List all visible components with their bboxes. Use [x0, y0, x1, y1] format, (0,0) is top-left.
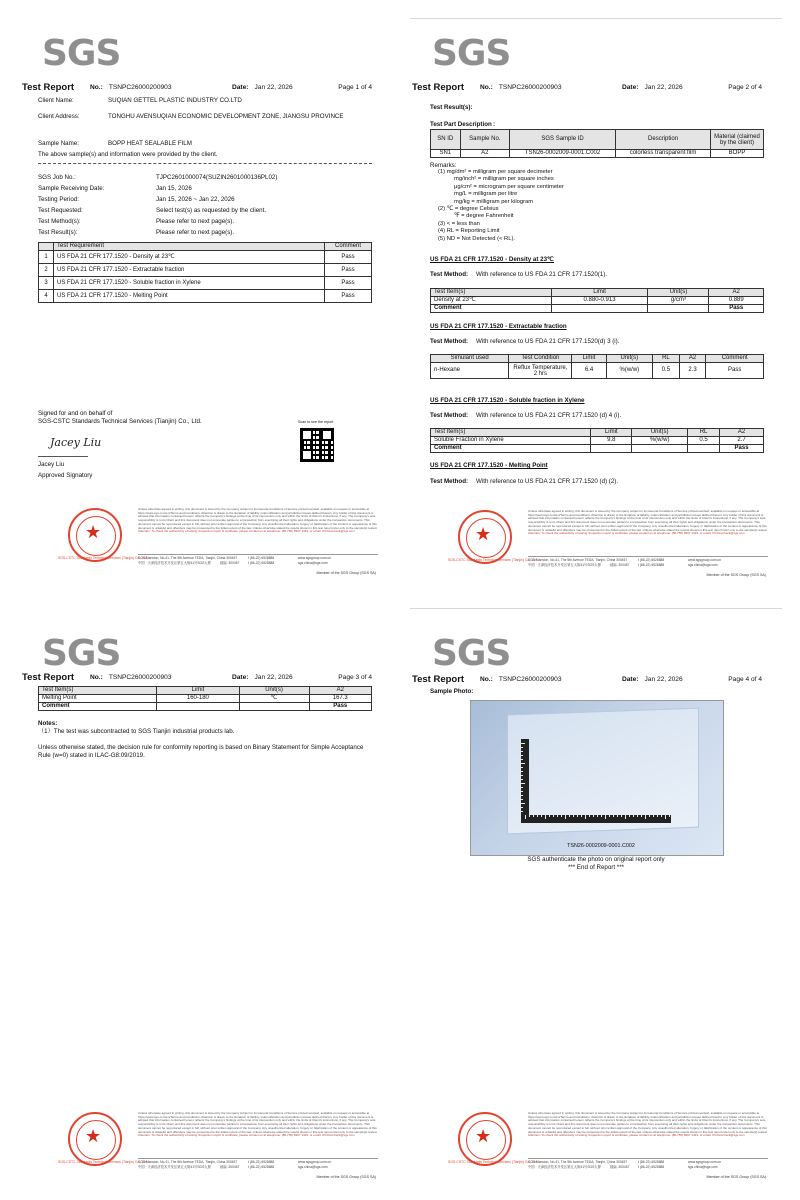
- ruler-tick: [521, 795, 523, 796]
- field-row: Test Requested: Select test(s) as requested by the client.: [38, 207, 267, 214]
- table-row: Comment Pass: [39, 703, 372, 711]
- ruler-tick: [545, 815, 546, 819]
- ruler-tick: [553, 815, 554, 817]
- table-row: Soluble Fraction in Xylene 9.8 %(w/w) 0.5 2.7: [431, 437, 764, 445]
- ruler-vertical: [521, 739, 529, 823]
- legal-disclaimer: Unless otherwise agreed in writing, this document is issued by the Company subject to its General Conditions of Service printed overleaf, available on request or accessible at https://www.sgs.com/en/Terms-and-Conditions. Attention is drawn to the limitation of liability, indemnification and jurisdiction issues defined therein. Any holder of this document is advised that information contained hereon reflects the Company's findings at the time of its intervention only and within the limits of Client's instructions, if any. The Company's sole responsibility is to its Client and this document does not exonerate parties to a transaction from exercising all their rights and obligations under the transaction documents. This document cannot be reproduced except in full, without prior written approval of the Company. Any unauthorized alteration, forgery or falsification of the content or appearance of this document is unlawful and offenders may be prosecuted to the fullest extent of the law. Unless otherwise stated the results shown in this test report refer only to the sample(s) tested. Attention: To check the authenticity of testing /inspection report & certificate, please contact us at telephone: (86-755) 8307 1443, or email: CN.Doccheck@sgs.com: [138, 1111, 378, 1138]
- dashed-separator: [38, 163, 372, 164]
- field-row: Sample Receiving Date: Jan 15, 2026: [38, 185, 192, 192]
- signer-name: Jacey Liu: [38, 461, 65, 468]
- ruler-tick: [657, 815, 658, 817]
- seal-caption: SGS-CSTC Standards Technical Services (Tianjin) Co., Ltd.: [58, 556, 148, 560]
- footer-address: SGS Mansion, No.41, The 5th Avenue TEDA, Tianjin, China 300457 t (86-22) 6528888 www.sgsgroup.com.cn 中国 · 天津经济技术开发区第五大街41号SGS大厦 邮编: 300457 t (86-22) 6528888 sgs.china@sgs.com: [528, 1158, 768, 1169]
- table-row: 3 US FDA 21 CFR 177.1520 - Soluble fraction in Xylene Pass: [39, 277, 372, 290]
- ruler-tick: [521, 755, 523, 756]
- table-row: Density at 23℃ 0.880-0.913 g/cm³ 0.889: [431, 297, 764, 305]
- ruler-tick: [593, 815, 594, 817]
- sgs-logo: SGS: [42, 33, 121, 74]
- photo-authentication: SGS authenticate the photo on original report only: [527, 856, 665, 863]
- sample-photo-label: Sample Photo:: [430, 688, 474, 695]
- ruler-tick: [521, 779, 523, 780]
- table-row: n-Hexane Reflux Temperature, 2 hrs 6.4 %(w/w) 0.5 2.3 Pass: [431, 363, 764, 379]
- table-row: 4 US FDA 21 CFR 177.1520 - Melting Point Pass: [39, 290, 372, 303]
- page-number: Page 4 of 4: [728, 676, 762, 683]
- ruler-tick: [585, 815, 586, 819]
- report-page-2: [410, 0, 790, 600]
- report-date: Date: Jan 22, 2026: [232, 674, 293, 681]
- ruler-tick: [521, 791, 523, 792]
- table-row: 2 US FDA 21 CFR 177.1520 - Extractable fraction Pass: [39, 264, 372, 277]
- ruler-tick: [601, 815, 602, 817]
- ruler-tick: [621, 815, 622, 817]
- ruler-tick: [529, 815, 530, 817]
- page-footer: [448, 509, 768, 584]
- table-row: 1 US FDA 21 CFR 177.1520 - Density at 23℃ Pass: [39, 251, 372, 264]
- ruler-tick: [633, 815, 634, 817]
- note-1: （1）The test was subcontracted to SGS Tianjin industrial products lab.: [38, 728, 235, 735]
- report-number: No.: TSNPC26000200903: [90, 84, 172, 91]
- part-description-heading: Test Part Description :: [430, 121, 496, 128]
- ruler-horizontal: [521, 815, 671, 823]
- ruler-tick: [629, 815, 630, 817]
- ruler-tick: [521, 759, 523, 760]
- report-number: No.: TSNPC26000200903: [90, 674, 172, 681]
- ruler-tick: [521, 763, 525, 764]
- density-table: Test Item(s) Limit Unit(s) A2 Density at 23℃ 0.880-0.913 g/cm³ 0.889 Comment Pass: [430, 288, 764, 313]
- sample-photo: [470, 700, 724, 856]
- report-number: No.: TSNPC26000200903: [480, 676, 562, 683]
- table-row: Comment Pass: [431, 445, 764, 453]
- end-of-report: *** End of Report ***: [567, 864, 625, 871]
- ruler-tick: [521, 787, 523, 788]
- legal-disclaimer: Unless otherwise agreed in writing, this document is issued by the Company subject to its General Conditions of Service printed overleaf, available on request or accessible at https://www.sgs.com/en/Terms-and-Conditions. Attention is drawn to the limitation of liability, indemnification and jurisdiction issues defined therein. Any holder of this document is advised that information contained hereon reflects the Company's findings at the time of its intervention only and within the limits of Client's instructions, if any. The Company's sole responsibility is to its Client and this document does not exonerate parties to a transaction from exercising all their rights and obligations under the transaction documents. This document cannot be reproduced except in full, without prior written approval of the Company. Any unauthorized alteration, forgery or falsification of the content or appearance of this document is unlawful and offenders may be prosecuted to the fullest extent of the law. Unless otherwise stated the results shown in this test report refer only to the sample(s) tested. Attention: To check the authenticity of testing /inspection report & certificate, please contact us at telephone: (86-755) 8307 1443, or email: CN.Doccheck@sgs.com: [528, 1111, 768, 1138]
- sgs-seal-icon: ★: [458, 510, 512, 564]
- ruler-tick: [581, 815, 582, 817]
- page-footer: [58, 1111, 378, 1186]
- signer-title: Approved Signatory: [38, 472, 93, 479]
- photo-sample-id: TSN26-0002009-0001.C002: [567, 843, 635, 849]
- qr-code-icon[interactable]: [300, 428, 334, 462]
- section-melting: US FDA 21 CFR 177.1520 - Melting Point: [430, 462, 548, 469]
- client-address-row: Client Address: TONGHU AVENSUQIAN ECONOMIC DEVELOPMENT ZONE, JIANGSU PROVINCE: [38, 113, 344, 120]
- ruler-tick: [525, 815, 526, 819]
- ruler-tick: [521, 771, 523, 772]
- page-number: Page 3 of 4: [338, 674, 372, 681]
- member-statement: Member of the SGS Group (SGS SA): [316, 1175, 376, 1179]
- ruler-tick: [589, 815, 590, 817]
- member-statement: Member of the SGS Group (SGS SA): [706, 1175, 766, 1179]
- ruler-tick: [521, 743, 525, 744]
- sgs-seal-icon: ★: [458, 1112, 512, 1166]
- melting-point-table: Test Item(s) Limit Unit(s) A2 Melting Point 160-180 ℃ 167.3 Comment Pass: [38, 686, 372, 711]
- method-extractable: Test Method: With reference to US FDA 21 CFR 177.1520(d) 3 (i).: [430, 338, 620, 345]
- ruler-tick: [521, 783, 525, 784]
- ruler-tick: [537, 815, 538, 817]
- ruler-tick: [521, 775, 523, 776]
- footer-address: SGS Mansion, No.41, The 5th Avenue TEDA, Tianjin, China 300457 t (86-22) 6528888 www.sgsgroup.com.cn 中国 · 天津经济技术开发区第五大街41号SGS大厦 邮编: 300457 t (86-22) 6528888 sgs.china@sgs.com: [528, 556, 768, 567]
- ruler-tick: [569, 815, 570, 817]
- part-description-table: SN ID Sample No. SGS Sample ID Description Material (claimed by the client) SN1 A2 TSN26-0002009-0001.C002 colorless transparent film BOPP: [430, 129, 764, 158]
- table-row: SN1 A2 TSN26-0002009-0001.C002 colorless transparent film BOPP: [431, 150, 764, 158]
- ruler-tick: [521, 767, 523, 768]
- ruler-tick: [521, 799, 523, 800]
- report-date: Date: Jan 22, 2026: [622, 676, 683, 683]
- ruler-tick: [597, 815, 598, 817]
- sgs-logo: SGS: [432, 33, 511, 74]
- ruler-tick: [521, 811, 523, 812]
- decision-rule: Unless otherwise stated, the decision rule for conformity reporting is based on Binary Statement for Simple Acceptance Rule (w=0) stated in ILAC-G8:09/2019.: [38, 744, 364, 760]
- ruler-tick: [673, 815, 674, 817]
- sgs-seal-icon: ★: [68, 508, 122, 562]
- table-row: Melting Point 160-180 ℃ 167.3: [39, 695, 372, 703]
- method-melting: Test Method: With reference to US FDA 21 CFR 177.1520 (d) (2).: [430, 478, 619, 485]
- extractable-table: Simulant used Test Condition Limit Unit(s) RL A2 Comment n-Hexane Reflux Temperature, 2 hrs 6.4 %(w/w) 0.5 2.3 Pass: [430, 354, 764, 379]
- ruler-tick: [565, 815, 566, 819]
- seal-caption: SGS-CSTC Standards Technical Services (Tianjin) Co., Ltd.: [58, 1160, 148, 1164]
- ruler-tick: [521, 747, 523, 748]
- method-density: Test Method: With reference to US FDA 21 CFR 177.1520(1).: [430, 271, 608, 278]
- report-title: Test Report: [412, 82, 465, 93]
- ruler-tick: [521, 807, 523, 808]
- field-row: SGS Job No.: TJPC2601000074(SUZIN2601000136PL02): [38, 174, 278, 181]
- ruler-tick: [669, 815, 670, 817]
- report-page-3: [20, 600, 400, 1200]
- ruler-tick: [557, 815, 558, 817]
- ruler-tick: [609, 815, 610, 817]
- report-header: [410, 676, 762, 686]
- sample-name-row: Sample Name: BOPP HEAT SEALABLE FILM: [38, 140, 192, 147]
- section-xylene: US FDA 21 CFR 177.1520 - Soluble fraction in Xylene: [430, 397, 585, 404]
- ruler-tick: [573, 815, 574, 817]
- report-date: Date: Jan 22, 2026: [622, 84, 683, 91]
- table-row: Comment Pass: [431, 305, 764, 313]
- section-extractable: US FDA 21 CFR 177.1520 - Extractable fraction: [430, 323, 567, 330]
- ruler-tick: [641, 815, 642, 817]
- ruler-tick: [521, 751, 523, 752]
- report-header: [20, 674, 372, 684]
- ruler-tick: [613, 815, 614, 817]
- page-number: Page 1 of 4: [338, 84, 372, 91]
- ruler-tick: [649, 815, 650, 817]
- xylene-table: Test Item(s) Limit Unit(s) RL A2 Soluble Fraction in Xylene 9.8 %(w/w) 0.5 2.7 Comment Pass: [430, 428, 764, 453]
- ruler-tick: [637, 815, 638, 817]
- report-date: Date: Jan 22, 2026: [232, 84, 293, 91]
- sgs-logo: SGS: [432, 633, 511, 674]
- signature: Jacey Liu: [50, 436, 102, 449]
- remarks-heading: Remarks:: [430, 162, 457, 169]
- legal-disclaimer: Unless otherwise agreed in writing, this document is issued by the Company subject to its General Conditions of Service printed overleaf, available on request or accessible at https://www.sgs.com/en/Terms-and-Conditions. Attention is drawn to the limitation of liability, indemnification and jurisdiction issues defined therein. Any holder of this document is advised that information contained hereon reflects the Company's findings at the time of its intervention only and within the limits of Client's instructions, if any. The Company's sole responsibility is to its Client and this document does not exonerate parties to a transaction from exercising all their rights and obligations under the transaction documents. This document cannot be reproduced except in full, without prior written approval of the Company. Any unauthorized alteration, forgery or falsification of the content or appearance of this document is unlawful and offenders may be prosecuted to the fullest extent of the law. Unless otherwise stated the results shown in this test report refer only to the sample(s) tested. Attention: To check the authenticity of testing /inspection report & certificate, please contact us at telephone: (86-755) 8307 1443, or email: CN.Doccheck@sgs.com: [138, 507, 378, 534]
- ruler-tick: [625, 815, 626, 819]
- report-number: No.: TSNPC26000200903: [480, 84, 562, 91]
- ruler-tick: [661, 815, 662, 817]
- notes-heading: Notes:: [38, 720, 58, 727]
- page-footer: [58, 507, 378, 582]
- ruler-tick: [541, 815, 542, 817]
- ruler-tick: [521, 803, 525, 804]
- sgs-logo: SGS: [42, 633, 121, 674]
- sgs-seal-icon: ★: [68, 1112, 122, 1166]
- page-footer: [448, 1111, 768, 1186]
- footer-address: SGS Mansion, No.41, The 5th Avenue TEDA, Tianjin, China 300457 t (86-22) 6528888 www.sgsgroup.com.cn 中国 · 天津经济技术开发区第五大街41号SGS大厦 邮编: 300457 t (86-22) 6528888 sgs.china@sgs.com: [138, 554, 378, 565]
- ruler-tick: [605, 815, 606, 819]
- field-row: Test Method(s): Please refer to next page(s).: [38, 218, 235, 225]
- signature-line: [38, 456, 88, 457]
- report-header: [20, 84, 372, 94]
- ruler-tick: [665, 815, 666, 819]
- ruler-tick: [577, 815, 578, 817]
- report-header: [410, 84, 762, 94]
- ruler-tick: [645, 815, 646, 819]
- signed-on-behalf: Signed for and on behalf of: [38, 410, 113, 417]
- test-requirement-table: Test Requirement Comment 1 US FDA 21 CFR 177.1520 - Density at 23℃ Pass 2 US FDA 21 CFR 177.1520 - Extractable fraction Pass 3 US FDA 21 CFR 177.1520 - Soluble fraction in Xylene Pass 4 US FDA 21 CFR 177.1520 - Melting Point Pass: [38, 242, 372, 303]
- ruler-tick: [617, 815, 618, 817]
- remarks-list: (1) mg/dm² = milligram per square decimeter mg/inch² = milligram per square inches μg/cm² = microgram per square centimeter mg/L = milligram per litre mg/kg = milligram per kilogram (2) ℃ = degree Celsius ℉ = degree Fahrenheit (3) < = less than (4) RL = Reporting Limit (5) ND = Not Detected (< RL).: [438, 169, 564, 242]
- field-row: Testing Period: Jan 15, 2026 ~ Jan 22, 2026: [38, 196, 235, 203]
- method-xylene: Test Method: With reference to US FDA 21 CFR 177.1520 (d) 4 (i).: [430, 412, 622, 419]
- results-heading: Test Result(s):: [430, 104, 473, 111]
- member-statement: Member of the SGS Group (SGS SA): [706, 573, 766, 577]
- seal-caption: SGS-CSTC Standards Technical Services (Tianjin) Co., Ltd.: [448, 1160, 538, 1164]
- field-row: Test Result(s): Please refer to next page(s).: [38, 229, 235, 236]
- section-density: US FDA 21 CFR 177.1520 - Density at 23℃: [430, 256, 554, 263]
- client-name-row: Client Name: SUQIAN GETTEL PLASTIC INDUSTRY CO.LTD: [38, 97, 242, 104]
- report-page-1: [20, 0, 400, 600]
- signed-company: SGS-CSTC Standards Technical Services (Tianjin) Co., Ltd.: [38, 418, 202, 425]
- member-statement: Member of the SGS Group (SGS SA): [316, 571, 376, 575]
- footer-address: SGS Mansion, No.41, The 5th Avenue TEDA, Tianjin, China 300457 t (86-22) 6528888 www.sgsgroup.com.cn 中国 · 天津经济技术开发区第五大街41号SGS大厦 邮编: 300457 t (86-22) 6528888 sgs.china@sgs.com: [138, 1158, 378, 1169]
- provided-statement: The above sample(s) and information were provided by the client.: [38, 151, 218, 158]
- ruler-tick: [561, 815, 562, 817]
- ruler-tick: [533, 815, 534, 817]
- legal-disclaimer: Unless otherwise agreed in writing, this document is issued by the Company subject to its General Conditions of Service printed overleaf, available on request or accessible at https://www.sgs.com/en/Terms-and-Conditions. Attention is drawn to the limitation of liability, indemnification and jurisdiction issues defined therein. Any holder of this document is advised that information contained hereon reflects the Company's findings at the time of its intervention only and within the limits of Client's instructions, if any. The Company's sole responsibility is to its Client and this document does not exonerate parties to a transaction from exercising all their rights and obligations under the transaction documents. This document cannot be reproduced except in full, without prior written approval of the Company. Any unauthorized alteration, forgery or falsification of the content or appearance of this document is unlawful and offenders may be prosecuted to the fullest extent of the law. Unless otherwise stated the results shown in this test report refer only to the sample(s) tested. Attention: To check the authenticity of testing /inspection report & certificate, please contact us at telephone: (86-755) 8307 1443, or email: CN.Doccheck@sgs.com: [528, 509, 768, 536]
- ruler-tick: [653, 815, 654, 817]
- seal-caption: SGS-CSTC Standards Technical Services (Tianjin) Co., Ltd.: [448, 558, 538, 562]
- qr-caption: Scan to see the report: [298, 420, 334, 424]
- ruler-tick: [549, 815, 550, 817]
- report-title: Test Report: [22, 672, 75, 683]
- page-number: Page 2 of 4: [728, 84, 762, 91]
- report-title: Test Report: [412, 674, 465, 685]
- report-title: Test Report: [22, 82, 75, 93]
- report-page-4: [410, 600, 790, 1200]
